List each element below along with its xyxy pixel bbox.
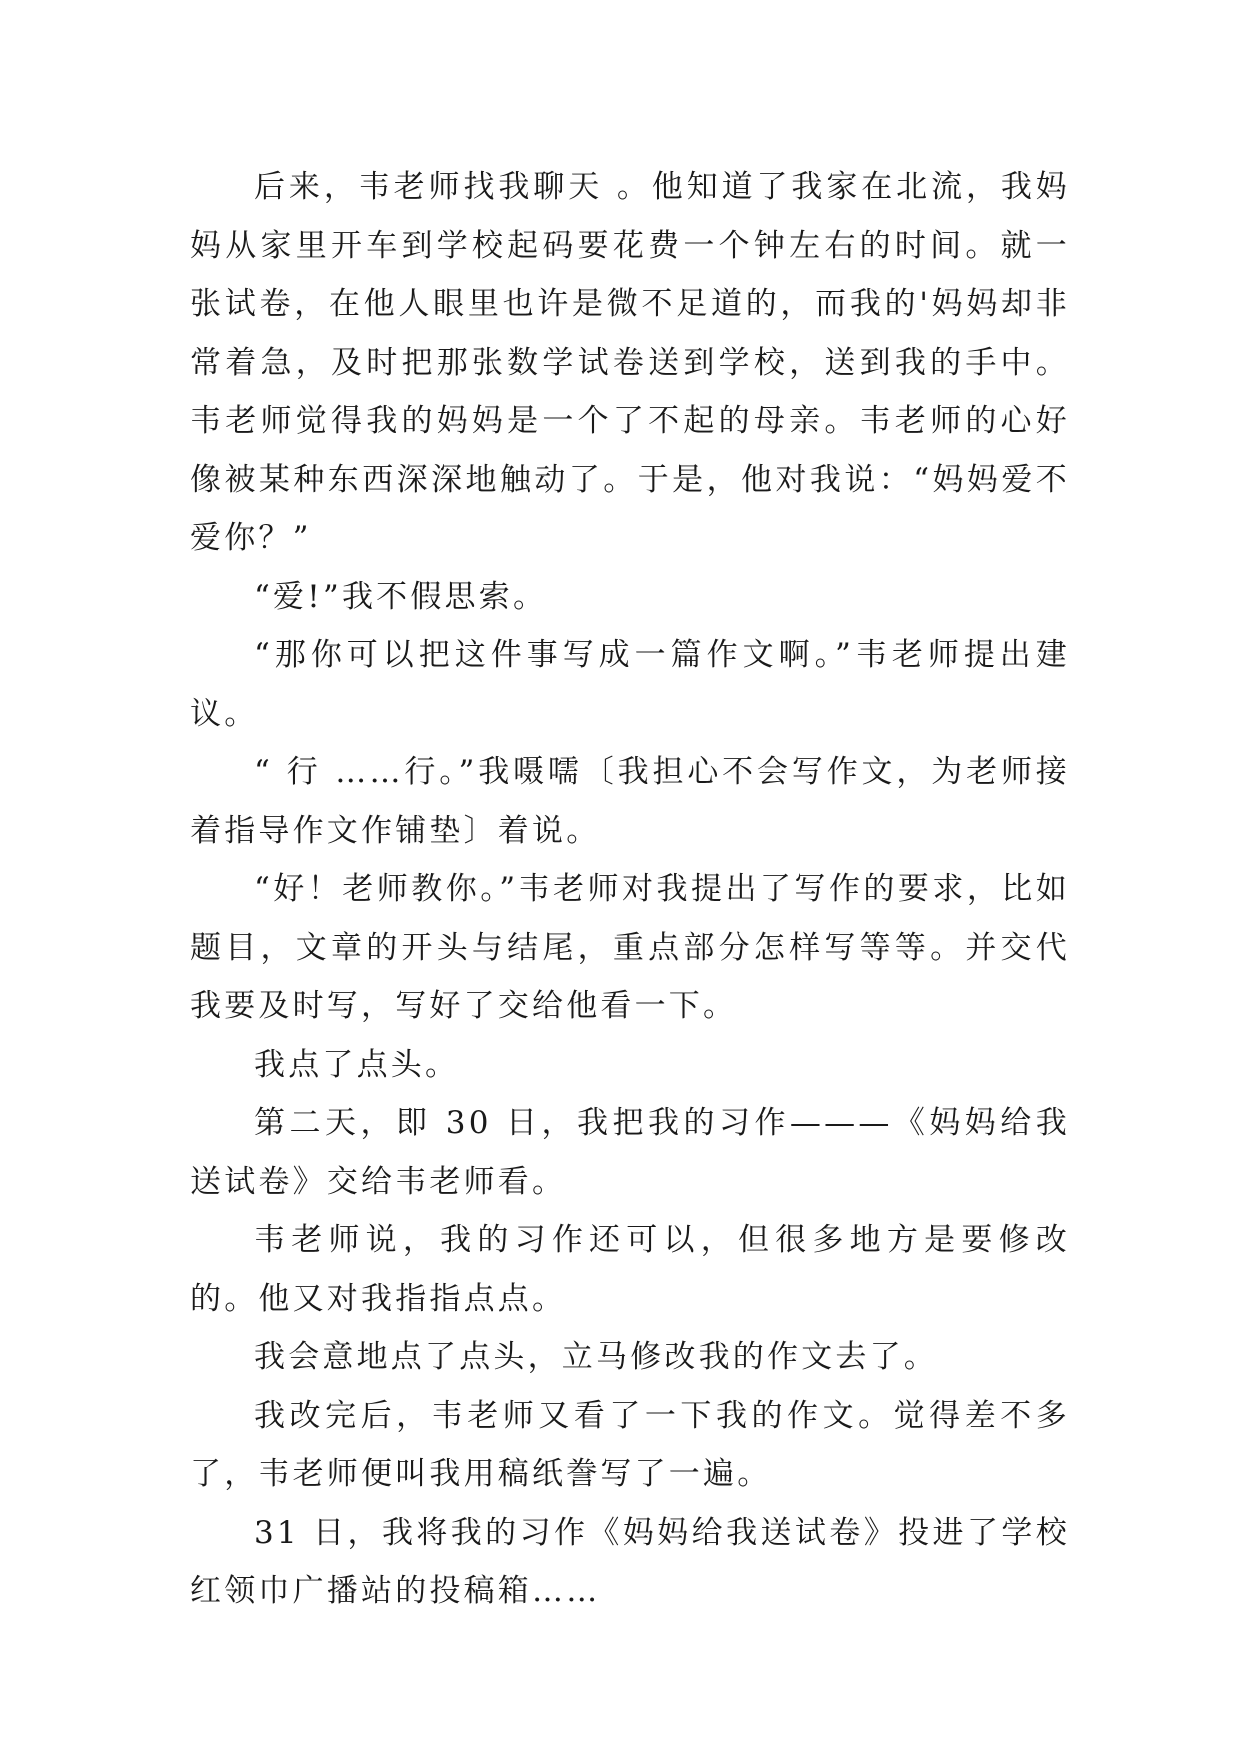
paragraph-8: 韦老师说，我的习作还可以，但很多地方是要修改的。他又对我指指点点。 — [190, 1222, 1070, 1317]
paragraph-11: 31 日，我将我的习作《妈妈给我送试卷》投进了学校红领巾广播站的投稿箱…… — [190, 1514, 1070, 1609]
paragraph-9: 我会意地点了点头，立马修改我的作文去了。 — [254, 1339, 938, 1375]
paragraph-5: “好！老师教你。”韦老师对我提出了写作的要求，比如题目，文章的开头与结尾，重点部分怎样写等等。并交代我要及时写，写好了交给他看一下。 — [190, 871, 1070, 1024]
paragraph-10: 我改完后，韦老师又看了一下我的作文。觉得差不多了，韦老师便叫我用稿纸誊写了一遍。 — [190, 1397, 1070, 1492]
paragraph-3: “那你可以把这件事写成一篇作文啊。”韦老师提出建议。 — [190, 637, 1070, 732]
paragraph-6: 我点了点头。 — [254, 1046, 460, 1083]
paragraph-1: 后来，韦老师找我聊天 。他知道了我家在北流，我妈妈从家里开车到学校起码要花费一个钟左右的时间。就一张试卷，在他人眼里也许是微不足道的，而我的'妈妈却非常着急，及时把那张数学试卷送到学校，送到我的手中。韦老师觉得我的妈妈是一个了不起的母亲。韦老师的心好像被某种东西深深地触动了。于是，他对我说：“妈妈爱不爱你？” — [190, 169, 1070, 556]
paragraph-2: “爱!”我不假思索。 — [254, 578, 548, 615]
paragraph-7: 第二天，即 30 日，我把我的习作———《妈妈给我送试卷》交给韦老师看。 — [190, 1105, 1070, 1200]
paragraph-4: “ 行 ……行。”我嗫嚅〔我担心不会写作文，为老师接着指导作文作铺垫〕着说。 — [190, 754, 1070, 849]
document-body — [190, 158, 1070, 1621]
